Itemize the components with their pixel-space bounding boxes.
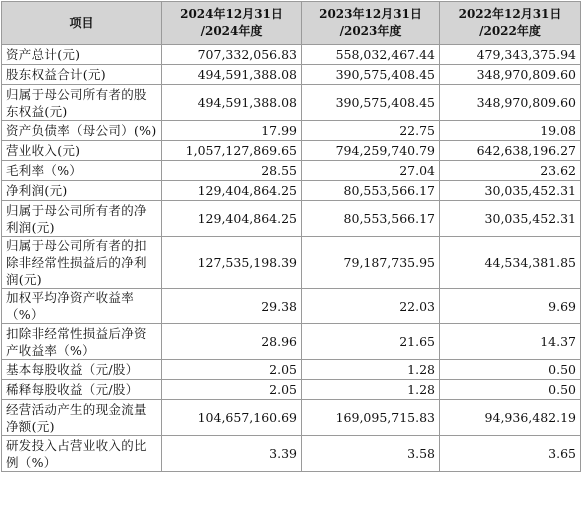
value-2023: 794,259,740.79: [302, 141, 440, 161]
header-2023-date: 2023年12月31日: [319, 7, 422, 21]
header-2022: [440, 2, 581, 45]
value-2023: 22.75: [302, 121, 440, 141]
row-label: 归属于母公司所有者的净利润(元): [2, 201, 162, 237]
value-2022: 30,035,452.31: [440, 181, 581, 201]
value-2022: 479,343,375.94: [440, 45, 581, 65]
value-2024: 707,332,056.83: [162, 45, 302, 65]
table-row: [2, 45, 581, 65]
value-2024: 29.38: [162, 289, 302, 324]
table-row: [2, 141, 581, 161]
value-2024: 28.55: [162, 161, 302, 181]
value-2024: 104,657,160.69: [162, 400, 302, 436]
value-2024: 2.05: [162, 380, 302, 400]
row-label: 加权平均净资产收益率（%）: [2, 289, 162, 324]
value-2024: 2.05: [162, 360, 302, 380]
table-row: [2, 201, 581, 237]
value-2024: 494,591,388.08: [162, 65, 302, 85]
value-2024: 129,404,864.25: [162, 181, 302, 201]
value-2023: 558,032,467.44: [302, 45, 440, 65]
row-label: 资产负债率（母公司）(%): [2, 121, 162, 141]
row-label: 稀释每股收益（元/股）: [2, 380, 162, 400]
value-2023: 27.04: [302, 161, 440, 181]
value-2023: 390,575,408.45: [302, 85, 440, 121]
value-2022: 14.37: [440, 324, 581, 360]
table-row: [2, 121, 581, 141]
table-row: [2, 65, 581, 85]
value-2022: 23.62: [440, 161, 581, 181]
header-2023-year: /2023年度: [339, 24, 402, 38]
value-2024: 1,057,127,869.65: [162, 141, 302, 161]
value-2023: 80,553,566.17: [302, 181, 440, 201]
table-row: [2, 380, 581, 400]
table-row: [2, 85, 581, 121]
value-2023: 3.58: [302, 436, 440, 472]
value-2024: 494,591,388.08: [162, 85, 302, 121]
header-2024-year: /2024年度: [200, 24, 263, 38]
value-2024: 129,404,864.25: [162, 201, 302, 237]
row-label: 基本每股收益（元/股）: [2, 360, 162, 380]
row-label: 扣除非经常性损益后净资产收益率（%）: [2, 324, 162, 360]
row-label: 净利润(元): [2, 181, 162, 201]
value-2022: 348,970,809.60: [440, 65, 581, 85]
row-label: 研发投入占营业收入的比例（%）: [2, 436, 162, 472]
row-label: 营业收入(元): [2, 141, 162, 161]
value-2024: 127,535,198.39: [162, 237, 302, 289]
header-2024: [162, 2, 302, 45]
value-2023: 390,575,408.45: [302, 65, 440, 85]
table-row: [2, 289, 581, 324]
financial-indicators-table: [1, 1, 581, 472]
value-2022: 94,936,482.19: [440, 400, 581, 436]
value-2023: 1.28: [302, 380, 440, 400]
value-2023: 1.28: [302, 360, 440, 380]
row-label: 归属于母公司所有者的扣除非经常性损益后的净利润(元): [2, 237, 162, 289]
value-2022: 44,534,381.85: [440, 237, 581, 289]
table-header-row: [2, 2, 581, 45]
table-row: [2, 436, 581, 472]
header-2022-date: 2022年12月31日: [458, 7, 562, 21]
value-2024: 28.96: [162, 324, 302, 360]
value-2022: 3.65: [440, 436, 581, 472]
table-row: [2, 237, 581, 289]
value-2023: 79,187,735.95: [302, 237, 440, 289]
table-row: [2, 324, 581, 360]
financial-table-container: [1, 1, 581, 472]
value-2024: 17.99: [162, 121, 302, 141]
value-2023: 80,553,566.17: [302, 201, 440, 237]
row-label: 股东权益合计(元): [2, 65, 162, 85]
value-2023: 21.65: [302, 324, 440, 360]
table-row: [2, 161, 581, 181]
value-2022: 19.08: [440, 121, 581, 141]
header-item-label: 项目: [69, 15, 94, 30]
row-label: 毛利率（%）: [2, 161, 162, 181]
value-2022: 348,970,809.60: [440, 85, 581, 121]
value-2022: 0.50: [440, 380, 581, 400]
value-2022: 30,035,452.31: [440, 201, 581, 237]
header-item: [2, 2, 162, 45]
value-2022: 0.50: [440, 360, 581, 380]
header-2024-date: 2024年12月31日: [180, 7, 283, 21]
table-row: [2, 360, 581, 380]
value-2024: 3.39: [162, 436, 302, 472]
table-row: [2, 181, 581, 201]
header-2022-year: /2022年度: [479, 24, 541, 38]
value-2022: 9.69: [440, 289, 581, 324]
value-2023: 169,095,715.83: [302, 400, 440, 436]
row-label: 归属于母公司所有者的股东权益(元): [2, 85, 162, 121]
row-label: 资产总计(元): [2, 45, 162, 65]
row-label: 经营活动产生的现金流量净额(元): [2, 400, 162, 436]
header-2023: [302, 2, 440, 45]
table-row: [2, 400, 581, 436]
value-2023: 22.03: [302, 289, 440, 324]
value-2022: 642,638,196.27: [440, 141, 581, 161]
